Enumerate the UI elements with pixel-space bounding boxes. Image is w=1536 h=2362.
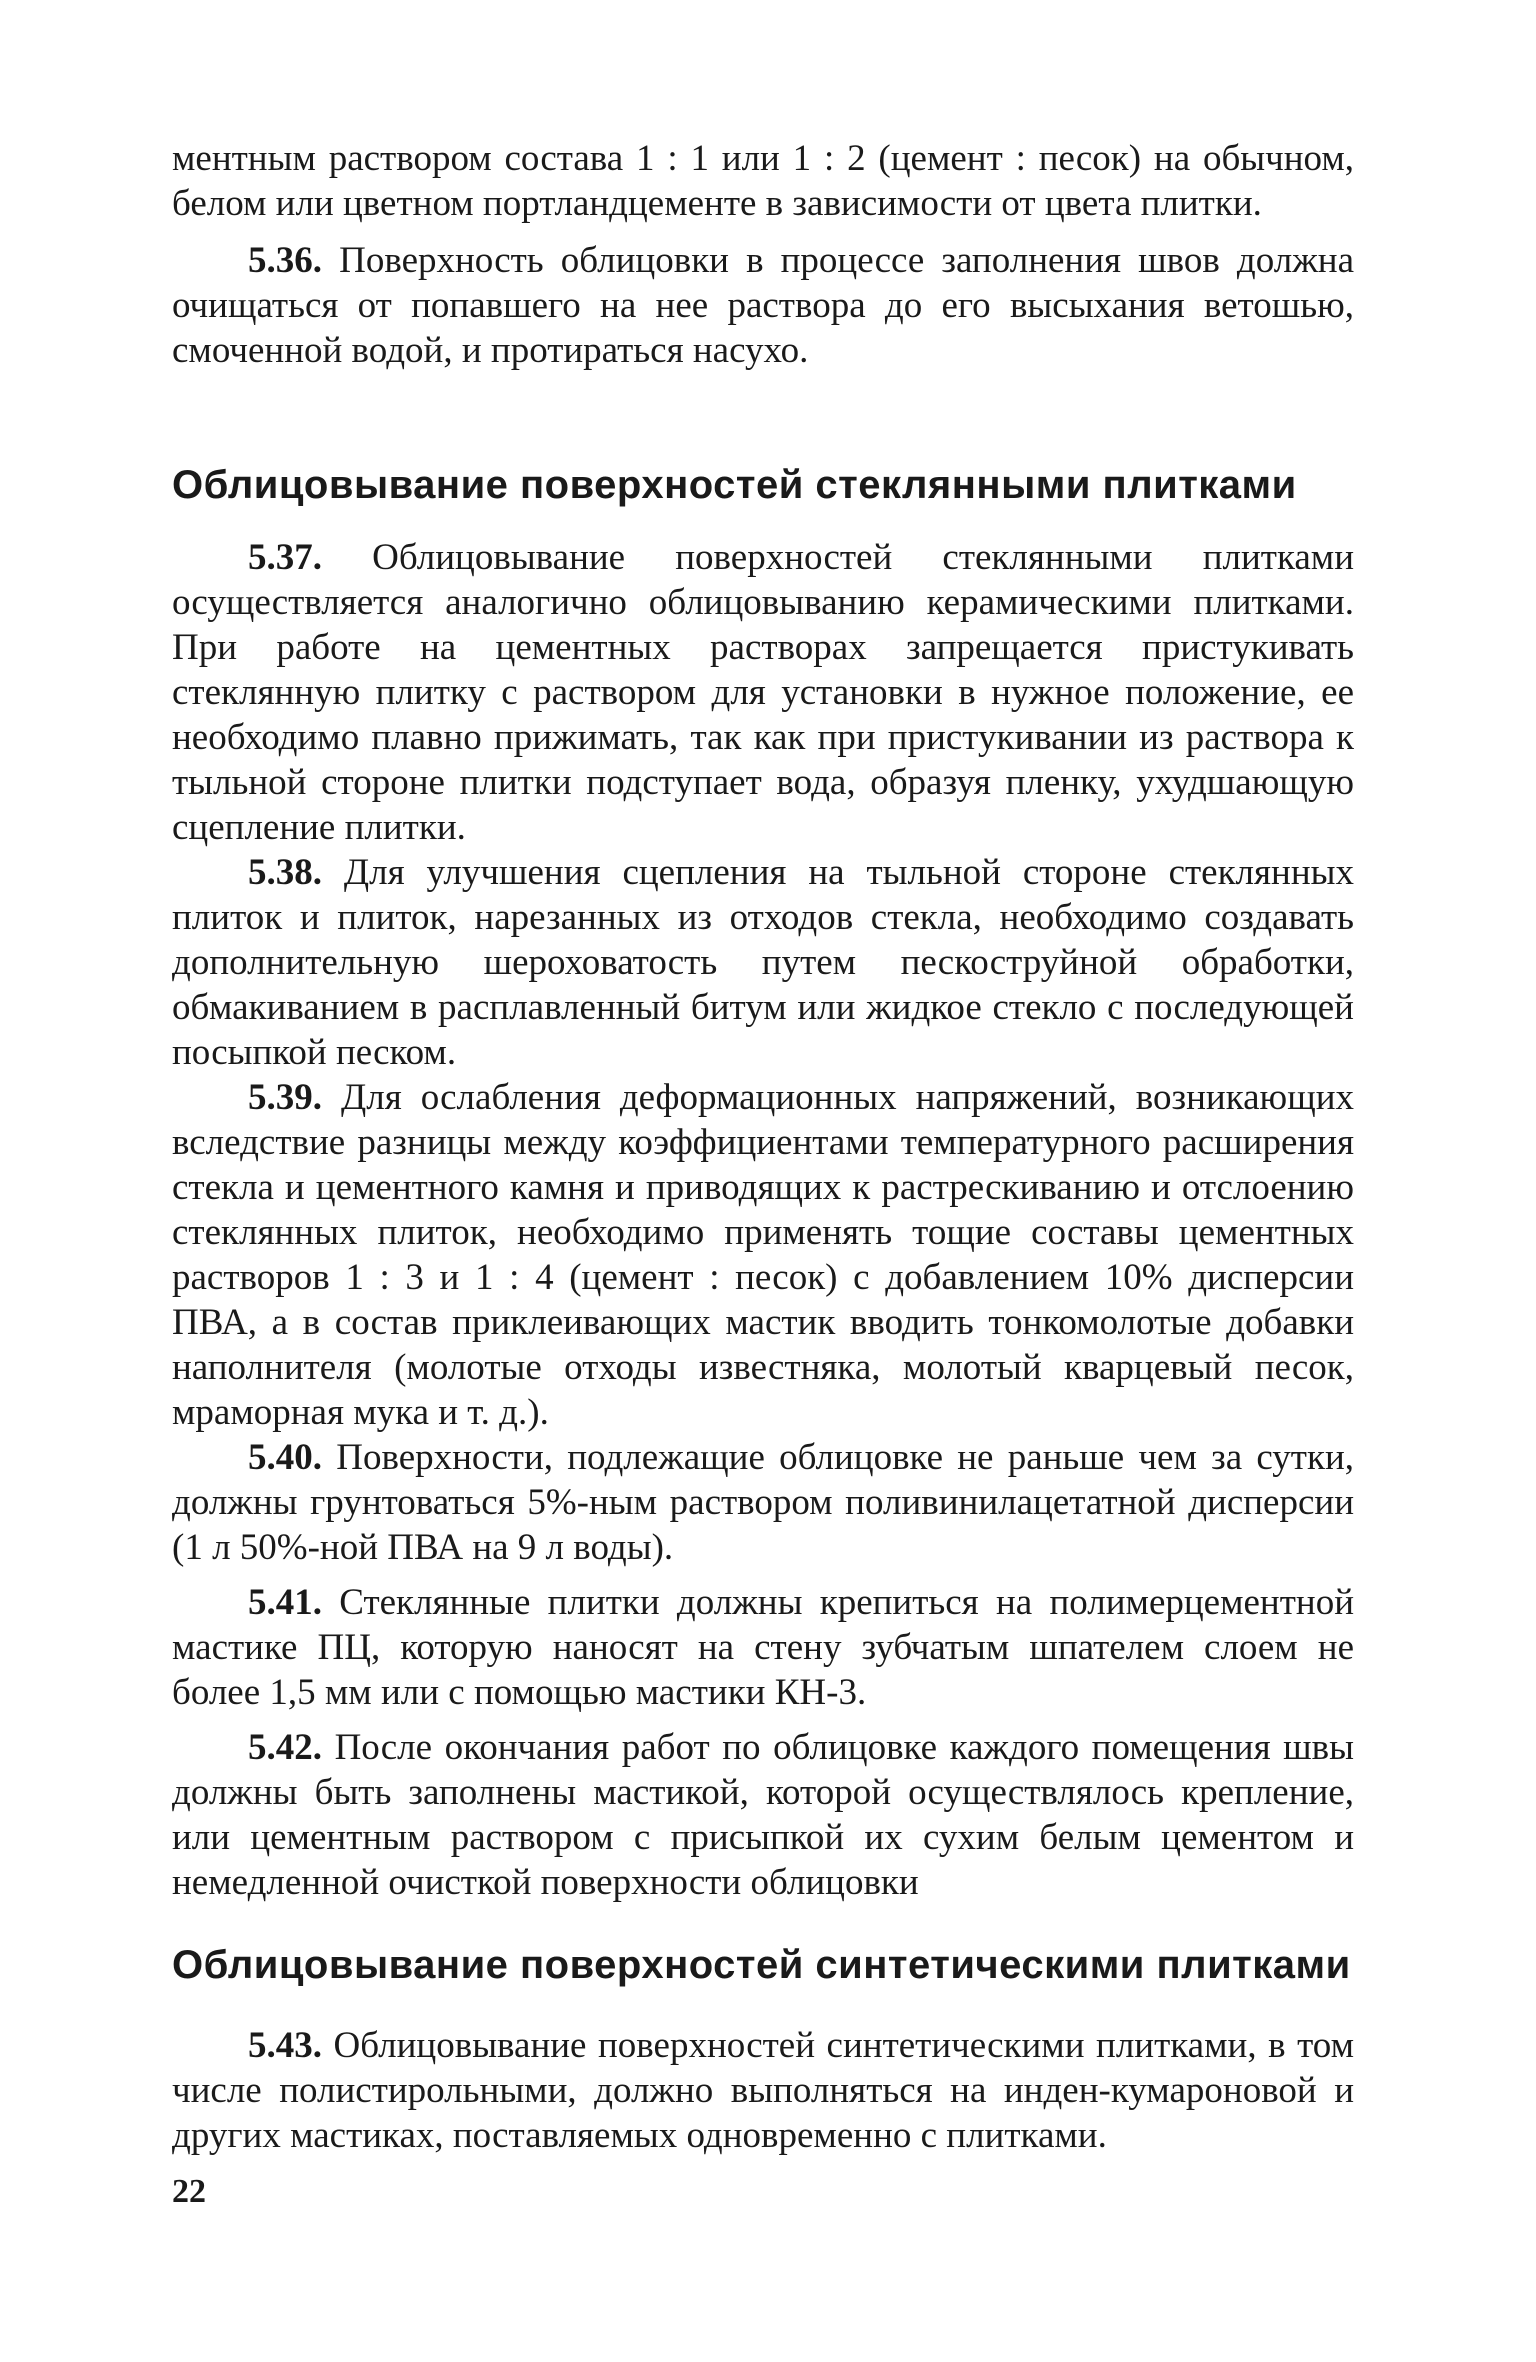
paragraph-5-39 [172,1075,1354,1435]
paragraph-number: 5.38. [248,852,322,893]
paragraph-text: Облицовывание поверхностей стеклянными плитками осуществляется аналогично облицовыванию керамическими плитками. При работе на цементных растворах запрещается пристукивать стеклянную плитку с раствором для установки в нужное положение, ее необходимо плавно прижимать, так как при пристукивании из раствора к тыльной стороне плитки подступает вода, образуя пленку, ухудшающую сцепление плитки. [172,537,1354,848]
paragraph-5-38 [172,850,1354,1075]
paragraph-text: Для ослабления деформационных напряжений, возникающих вследствие разницы между коэффициентами температурного расширения стекла и цементного камня и приводящих к растрескиванию и отслоению стеклянных плиток, необходимо применять тощие составы цементных растворов 1 : 3 и 1 : 4 (цемент : песок) с добавлением 10% дисперсии ПВА, а в состав приклеивающих мастик вводить тонкомолотые добавки наполнителя (молотые отходы известняка, молотый кварцевый песок, мраморная мука и т. д.). [172,1077,1354,1433]
paragraph-text: После окончания работ по облицовке каждого помещения швы должны быть заполнены мастикой, которой осуществлялось крепление, или цементным раствором с присыпкой их сухим белым цементом и немедленной очисткой поверхности облицовки [172,1727,1354,1903]
paragraph-number: 5.37. [248,537,322,578]
section-heading-synthetic-tiles: Облицовывание поверхностей синтетическими плитками [172,1943,1351,1987]
paragraph-number: 5.42. [248,1727,322,1768]
paragraph-group-glass [172,535,1354,1905]
section-heading-glass-tiles: Облицовывание поверхностей стеклянными плитками [172,463,1297,507]
paragraph-text: Стеклянные плитки должны крепиться на полимерцементной мастике ПЦ, которую наносят на стену зубчатым шпателем слоем не более 1,5 мм или с помощью мастики КН-3. [172,1582,1354,1713]
paragraph-5-37 [172,535,1354,850]
paragraph-5-43 [172,2023,1354,2158]
paragraph-number: 5.43. [248,2025,322,2066]
page-number: 22 [172,2173,206,2210]
paragraph-5-41 [172,1580,1354,1715]
paragraph-text: Облицовывание поверхностей синтетическими плитками, в том числе полистирольными, должно выполняться на инден-кумароновой и других мастиках, поставляемых одновременно с плитками. [172,2025,1354,2156]
paragraph-number: 5.36. [248,240,322,281]
paragraph-number: 5.40. [248,1437,322,1478]
paragraph-text: Для улучшения сцепления на тыльной стороне стеклянных плиток и плиток, нарезанных из отходов стекла, необходимо создавать дополнительную шероховатость путем пескоструйной обработки, обмакиванием в расплавленный битум или жидкое стекло с последующей посыпкой песком. [172,852,1355,1073]
paragraph-number: 5.41. [248,1582,322,1623]
paragraph-5-40 [172,1435,1354,1570]
paragraph-5-42 [172,1725,1354,1905]
paragraph-number: 5.39. [248,1077,322,1118]
paragraph-text: Поверхность облицовки в процессе заполнения швов должна очищаться от попавшего на нее раствора до его высыхания ветошью, смоченной водой, и протираться насухо. [172,240,1355,371]
paragraph-group-synthetic [172,2023,1354,2158]
paragraph-continuation: ментным раствором состава 1 : 1 или 1 : 2 (цемент : песок) на обычном, белом или цветном портландцементе в зависимости от цвета плитки. [172,138,1354,224]
paragraph-5-36 [172,238,1354,373]
paragraph-group-top [172,136,1354,373]
paragraph-text: Поверхности, подлежащие облицовке не раньше чем за сутки, должны грунтоваться 5%-ным раствором поливинилацетатной дисперсии (1 л 50%-ной ПВА на 9 л воды). [172,1437,1355,1568]
